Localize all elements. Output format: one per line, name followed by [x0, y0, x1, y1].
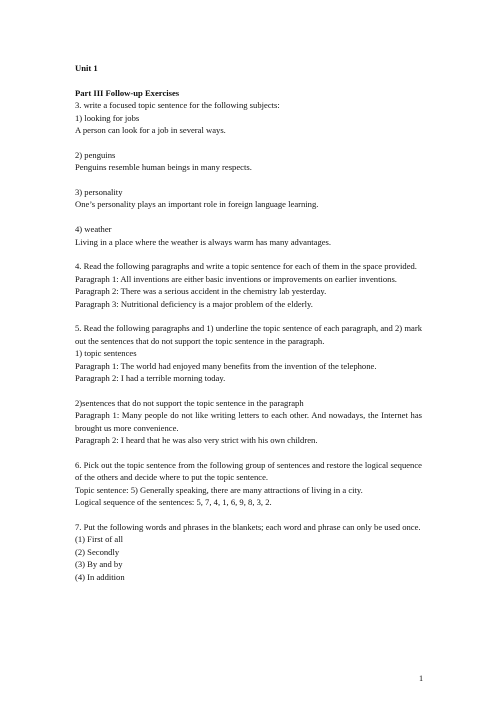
exercise-3-sentence-2: Penguins resemble human beings in many respects.: [75, 162, 252, 173]
exercise-3-subject-1: 1) looking for jobs: [75, 112, 140, 123]
exercise-7-prompt: 7. Put the following words and phrases in the blankets; each word and phrase can only be used once.: [75, 521, 421, 532]
spacer: [75, 384, 422, 396]
exercise-7-answer-4: (4) In addition: [75, 571, 125, 582]
exercise-7-answer-2: (2) Secondly: [75, 546, 120, 557]
spacer: [75, 509, 422, 521]
exercise-3-sentence-3: One’s personality plays an important role in foreign language learning.: [75, 199, 319, 210]
exercise-5-section-2-answer-1: Paragraph 1: Many people do not like writing letters to each other. And nowadays, the Internet has brought us more convenience.: [75, 410, 422, 433]
exercise-4-answer-3: Paragraph 3: Nutritional deficiency is a major problem of the elderly.: [75, 298, 313, 309]
exercise-6-sequence: Logical sequence of the sentences: 5, 7, 4, 1, 6, 9, 8, 3, 2.: [75, 497, 272, 508]
exercise-6-prompt: 6. Pick out the topic sentence from the following group of sentences and restore the logical sequence of the others and decide where to put the topic sentence.: [75, 459, 422, 483]
document-content: [75, 62, 422, 583]
exercise-5-section-1-answer-1: Paragraph 1: The world had enjoyed many benefits from the invention of the telephone.: [75, 360, 377, 371]
page-number: 1: [419, 674, 424, 683]
exercise-5-section-2-title: 2)sentences that do not support the topic sentence in the paragraph: [75, 397, 304, 408]
exercise-5-section-1-answer-2: Paragraph 2: I had a terrible morning today.: [75, 373, 226, 384]
exercise-5-prompt: 5. Read the following paragraphs and 1) underline the topic sentence of each paragraph, and 2) mark out the sentences that do not support the topic sentence in the paragraph.: [75, 323, 422, 346]
exercise-4-prompt: 4. Read the following paragraphs and write a topic sentence for each of them in the space provided.: [75, 261, 417, 272]
exercise-5-section-1-title: 1) topic sentences: [75, 348, 137, 359]
exercise-4-answer-1: Paragraph 1: All inventions are either basic inventions or improvements on earlier inventions.: [75, 273, 397, 284]
exercise-7-answer-3: (3) By and by: [75, 559, 123, 570]
spacer: [75, 446, 422, 458]
spacer: [75, 136, 422, 148]
exercise-3-sentence-1: A person can look for a job in several ways.: [75, 125, 226, 136]
unit-title: Unit 1: [75, 63, 98, 73]
exercise-5-section-2-answer-2: Paragraph 2: I heard that he was also very strict with his own children.: [75, 435, 318, 446]
spacer: [75, 174, 422, 186]
exercise-6-topic-sentence: Topic sentence: 5) Generally speaking, there are many attractions of living in a city.: [75, 484, 363, 495]
exercise-4-answer-2: Paragraph 2: There was a serious accident in the chemistry lab yesterday.: [75, 286, 327, 297]
exercise-3-subject-4: 4) weather: [75, 224, 112, 235]
spacer: [75, 248, 422, 260]
spacer: [75, 211, 422, 223]
exercise-7-answer-1: (1) First of all: [75, 534, 123, 545]
spacer: [75, 74, 422, 86]
exercise-3-subject-2: 2) penguins: [75, 149, 116, 160]
part-title: Part III Follow-up Exercises: [75, 87, 180, 98]
spacer: [75, 310, 422, 322]
exercise-3-sentence-4: Living in a place where the weather is always warm has many advantages.: [75, 236, 332, 247]
exercise-3-prompt: 3. write a focused topic sentence for the following subjects:: [75, 100, 280, 111]
exercise-3-subject-3: 3) personality: [75, 187, 123, 198]
